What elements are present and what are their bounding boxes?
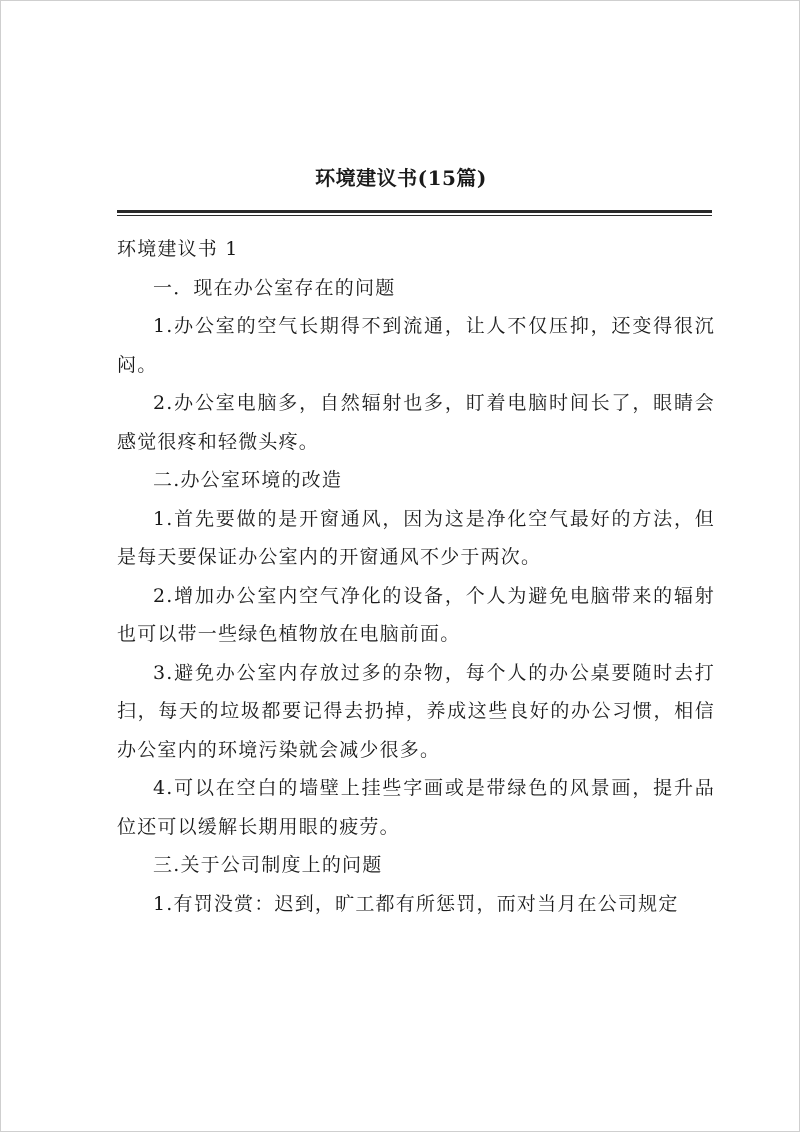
- paragraph: 1.首先要做的是开窗通风，因为这是净化空气最好的方法，但是每天要保证办公室内的开窗通风不少于两次。: [117, 507, 715, 568]
- title-divider-thick: [117, 210, 712, 213]
- document-title: 环境建议书(15篇): [315, 166, 487, 190]
- paragraph: 2.办公室电脑多，自然辐射也多，盯着电脑时间长了，眼睛会感觉很疼和轻微头疼。: [117, 392, 715, 453]
- document-body: [117, 230, 715, 923]
- subsection-heading: 二.办公室环境的改造: [153, 469, 343, 491]
- title-divider-thin: [117, 215, 712, 216]
- subsection-heading: 一．现在办公室存在的问题: [153, 276, 396, 299]
- paragraph: 2.增加办公室内空气净化的设备，个人为避免电脑带来的辐射也可以带一些绿色植物放在电脑前面。: [117, 584, 715, 645]
- paragraph: 3.避免办公室内存放过多的杂物，每个人的办公桌要随时去打扫，每天的垃圾都要记得去扔掉，养成这些良好的办公习惯，相信办公室内的环境污染就会减少很多。: [117, 661, 715, 761]
- subsection-heading: 三.关于公司制度上的问题: [153, 854, 383, 876]
- paragraph: 1.有罚没赏：迟到，旷工都有所惩罚，而对当月在公司规定: [153, 892, 679, 915]
- paragraph: 4.可以在空白的墙壁上挂些字画或是带绿色的风景画，提升品位还可以缓解长期用眼的疲劳。: [117, 777, 715, 838]
- section-heading: 环境建议书 1: [117, 238, 239, 260]
- paragraph: 1.办公室的空气长期得不到流通，让人不仅压抑，还变得很沉闷。: [117, 315, 715, 376]
